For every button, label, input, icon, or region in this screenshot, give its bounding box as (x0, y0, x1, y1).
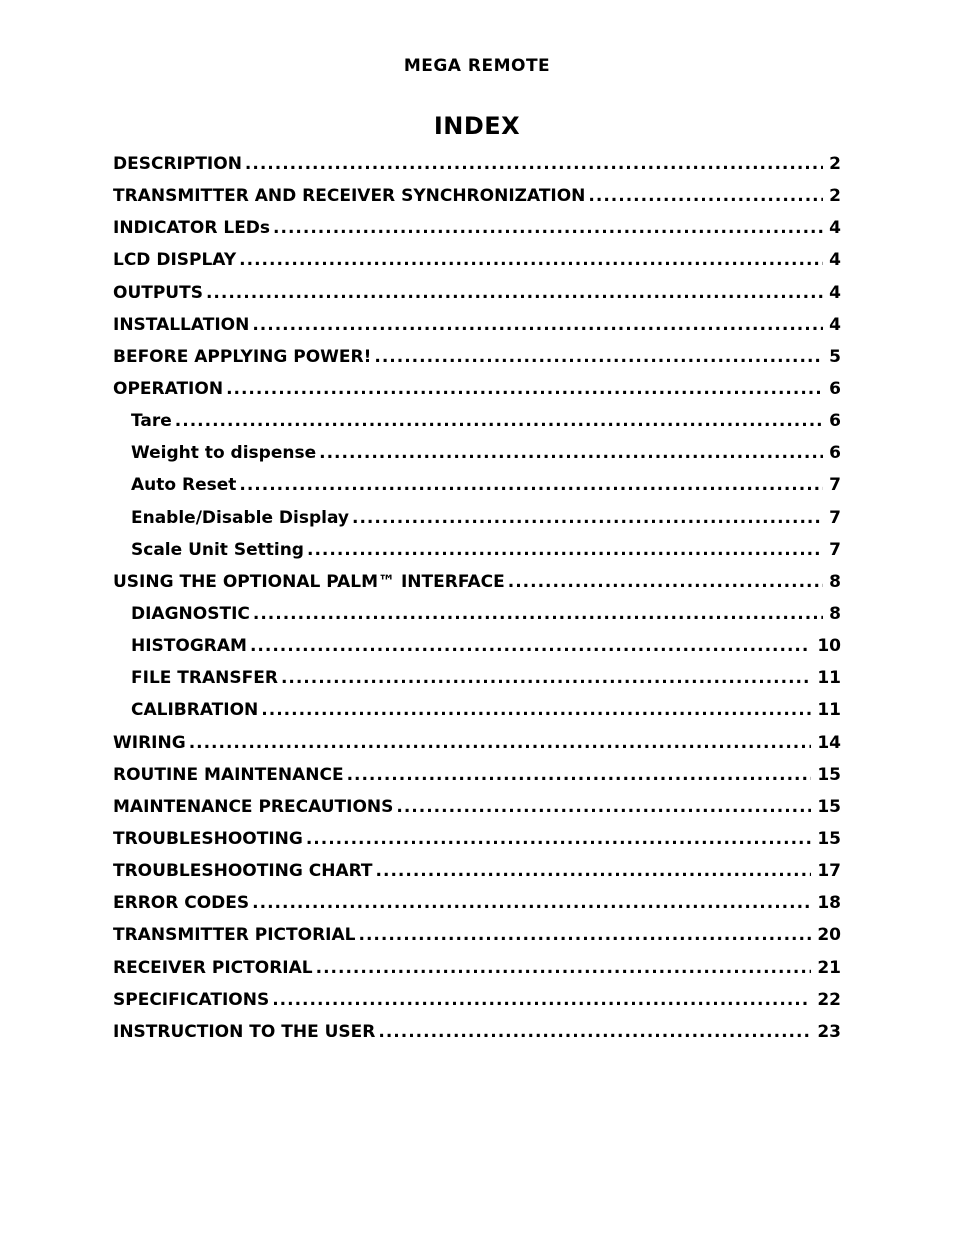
toc-entry-label: LCD DISPLAY (113, 250, 237, 271)
toc-entry[interactable] (113, 791, 841, 823)
toc-leader-dots (281, 668, 811, 688)
toc-entry[interactable] (113, 855, 841, 887)
toc-leader-dots (374, 347, 823, 367)
toc-entry-label: Weight to dispense (131, 443, 317, 464)
toc-leader-dots (588, 186, 823, 206)
toc-entry-label: BEFORE APPLYING POWER! (113, 346, 372, 367)
toc-entry-label: INSTRUCTION TO THE USER (113, 1021, 376, 1042)
toc-entry-label: DESCRIPTION (113, 154, 242, 175)
toc-entry-label: USING THE OPTIONAL PALM™ INTERFACE (113, 571, 505, 592)
toc-entry-page: 11 (817, 668, 841, 689)
toc-entry[interactable] (113, 244, 841, 276)
toc-entry-page: 21 (817, 957, 841, 978)
toc-leader-dots (352, 508, 823, 528)
toc-entry-label: INDICATOR LEDs (113, 218, 271, 239)
toc-leader-dots (239, 250, 823, 270)
toc-entry-label: OPERATION (113, 379, 224, 400)
toc-subentry[interactable] (113, 534, 841, 566)
toc-leader-dots (306, 829, 812, 849)
toc-entry-page: 6 (829, 379, 841, 400)
toc-entry[interactable] (113, 919, 841, 951)
toc-subentry[interactable] (113, 630, 841, 662)
toc-entry[interactable] (113, 212, 841, 244)
toc-subentry[interactable] (113, 694, 841, 726)
toc-subentry[interactable] (113, 405, 841, 437)
toc-entry-page: 8 (829, 571, 841, 592)
toc-entry-label: CALIBRATION (131, 700, 259, 721)
toc-entry[interactable] (113, 341, 841, 373)
toc-entry-label: MAINTENANCE PRECAUTIONS (113, 796, 394, 817)
toc-entry-label: ERROR CODES (113, 893, 250, 914)
toc-entry-page: 4 (829, 250, 841, 271)
toc-entry-page: 6 (829, 411, 841, 432)
toc-leader-dots (250, 636, 811, 656)
toc-subentry[interactable] (113, 598, 841, 630)
document-header: MEGA REMOTE (403, 56, 551, 76)
toc-entry[interactable] (113, 823, 841, 855)
toc-entry-label: WIRING (113, 732, 186, 753)
toc-leader-dots (273, 218, 823, 238)
toc-entry-page: 17 (817, 861, 841, 882)
toc-subentry[interactable] (113, 437, 841, 469)
toc-entry-page: 15 (817, 764, 841, 785)
toc-entry-page: 11 (817, 700, 841, 721)
toc-entry-page: 4 (829, 282, 841, 303)
toc-leader-dots (175, 411, 823, 431)
toc-entry[interactable] (113, 373, 841, 405)
toc-entry-page: 15 (817, 796, 841, 817)
toc-entry-label: Scale Unit Setting (131, 539, 304, 560)
toc-entry[interactable] (113, 148, 841, 180)
toc-leader-dots (316, 958, 812, 978)
toc-entry-label: Enable/Disable Display (131, 507, 349, 528)
toc-leader-dots (378, 1022, 811, 1042)
toc-entry-label: Auto Reset (131, 475, 237, 496)
toc-entry[interactable] (113, 759, 841, 791)
toc-entry-label: SPECIFICATIONS (113, 989, 270, 1010)
toc-leader-dots (261, 700, 811, 720)
toc-entry-page: 14 (817, 732, 841, 753)
toc-leader-dots (358, 925, 811, 945)
toc-leader-dots (307, 540, 823, 560)
toc-entry[interactable] (113, 727, 841, 759)
toc-leader-dots (189, 733, 812, 753)
toc-entry-page: 2 (829, 186, 841, 207)
toc-entry-page: 5 (829, 346, 841, 367)
toc-entry-page: 15 (817, 829, 841, 850)
toc-subentry[interactable] (113, 502, 841, 534)
toc-leader-dots (396, 797, 811, 817)
toc-leader-dots (508, 572, 823, 592)
toc-entry-label: TROUBLESHOOTING (113, 829, 303, 850)
toc-subentry[interactable] (113, 469, 841, 501)
toc-entry-page: 23 (817, 1021, 841, 1042)
toc-entry-page: 10 (817, 636, 841, 657)
toc-entry-label: Tare (131, 411, 172, 432)
toc-entry-page: 2 (829, 154, 841, 175)
toc-entry-label: TROUBLESHOOTING CHART (113, 861, 373, 882)
toc-entry[interactable] (113, 984, 841, 1016)
toc-entry-page: 22 (817, 989, 841, 1010)
toc-leader-dots (272, 990, 811, 1010)
toc-entry-label: RECEIVER PICTORIAL (113, 957, 313, 978)
toc-entry[interactable] (113, 277, 841, 309)
toc-entry-page: 18 (817, 893, 841, 914)
index-title: INDEX (433, 112, 521, 140)
toc-leader-dots (253, 604, 823, 624)
toc-entry-page: 7 (829, 539, 841, 560)
toc-subentry[interactable] (113, 662, 841, 694)
toc-entry-page: 7 (829, 507, 841, 528)
toc-entry-label: FILE TRANSFER (131, 668, 278, 689)
toc-leader-dots (252, 893, 811, 913)
toc-leader-dots (319, 443, 823, 463)
toc-entry[interactable] (113, 952, 841, 984)
toc-leader-dots (376, 861, 812, 881)
toc-entry-label: TRANSMITTER PICTORIAL (113, 925, 356, 946)
toc-leader-dots (239, 475, 823, 495)
toc-entry-label: OUTPUTS (113, 282, 203, 303)
toc-entry-page: 4 (829, 218, 841, 239)
toc-entry[interactable] (113, 180, 841, 212)
toc-leader-dots (245, 154, 823, 174)
toc-entry[interactable] (113, 887, 841, 919)
toc-entry[interactable] (113, 566, 841, 598)
toc-entry-label: ROUTINE MAINTENANCE (113, 764, 344, 785)
toc-entry-page: 8 (829, 604, 841, 625)
toc-entry[interactable] (113, 1016, 841, 1048)
toc-entry-label: INSTALLATION (113, 314, 250, 335)
toc-entry-label: DIAGNOSTIC (131, 604, 250, 625)
toc-leader-dots (226, 379, 823, 399)
toc-entry-page: 7 (829, 475, 841, 496)
toc-entry-page: 6 (829, 443, 841, 464)
toc-leader-dots (206, 283, 823, 303)
toc-entry-page: 4 (829, 314, 841, 335)
toc-entry[interactable] (113, 309, 841, 341)
table-of-contents (113, 148, 841, 1048)
toc-entry-label: HISTOGRAM (131, 636, 247, 657)
toc-entry-label: TRANSMITTER AND RECEIVER SYNCHRONIZATION (113, 186, 586, 207)
toc-leader-dots (252, 315, 823, 335)
toc-leader-dots (347, 765, 812, 785)
toc-entry-page: 20 (817, 925, 841, 946)
